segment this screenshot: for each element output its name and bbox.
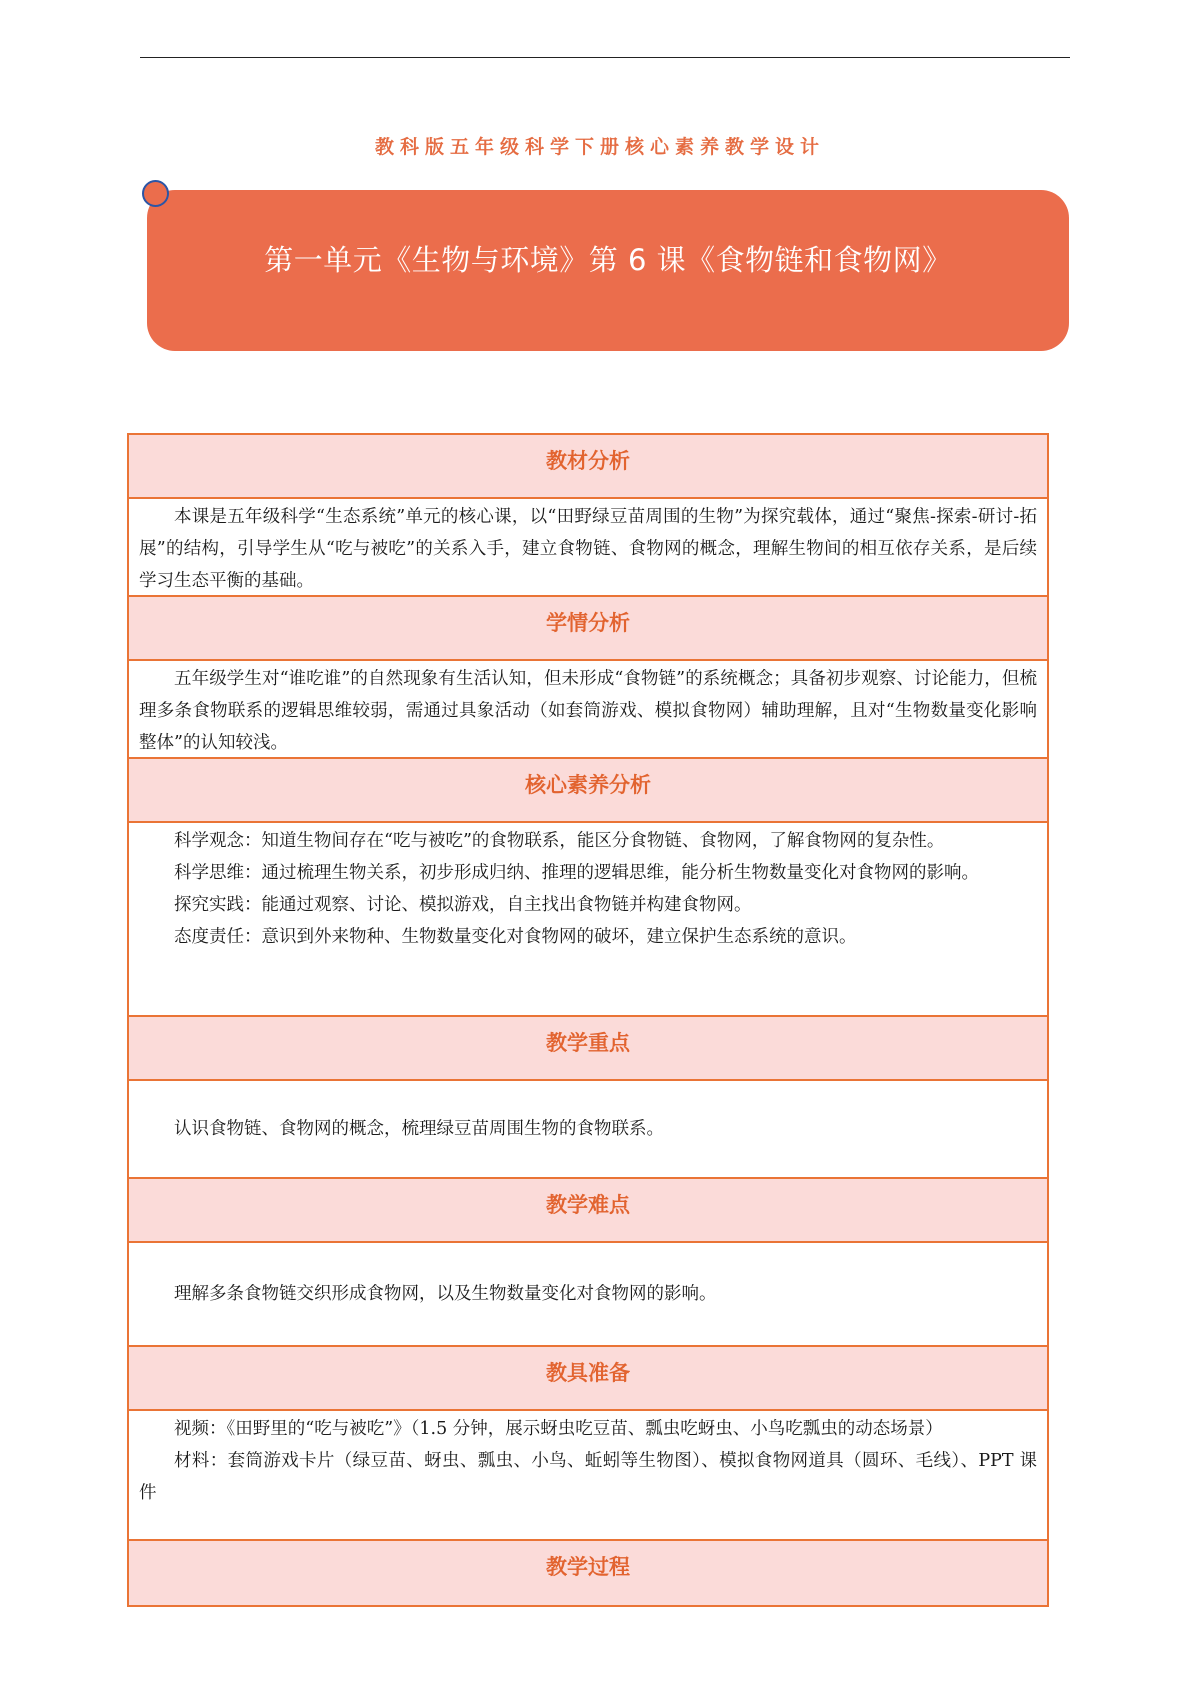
section-body-core-competency [129,823,1047,1017]
section-heading-core-competency: 核心素养分析 [129,759,1047,823]
paragraph: 认识食物链、食物网的概念，梳理绿豆苗周围生物的食物联系。 [174,1119,664,1139]
paragraph-science-concept: 科学观念：知道生物间存在“吃与被吃”的食物联系，能区分食物链、食物网，了解食物网的复杂性。 [174,831,945,851]
lesson-title: 第一单元《生物与环境》第 6 课《食物链和食物网》 [264,243,952,277]
section-heading-student-analysis: 学情分析 [129,597,1047,661]
section-body-difficulties [129,1243,1047,1347]
document-header: 教科版五年级科学下册核心素养教学设计 [374,136,825,158]
paragraph-video: 视频：《田野里的“吃与被吃”》（1.5 分钟，展示蚜虫吃豆苗、瓢虫吃蚜虫、小鸟吃瓢虫的动态场景） [174,1419,943,1439]
paragraph-science-thinking: 科学思维：通过梳理生物关系，初步形成归纳、推理的逻辑思维，能分析生物数量变化对食物网的影响。 [174,863,979,883]
header-rule [140,57,1070,58]
section-heading-teaching-process: 教学过程 [129,1541,1047,1605]
banner-dot-icon [142,180,169,207]
section-heading-teaching-aids: 教具准备 [129,1347,1047,1411]
section-body-teaching-aids [129,1411,1047,1541]
paragraph: 理解多条食物链交织形成食物网，以及生物数量变化对食物网的影响。 [174,1284,717,1304]
paragraph-inquiry-practice: 探究实践：能通过观察、讨论、模拟游戏，自主找出食物链并构建食物网。 [174,895,752,915]
section-heading-textbook-analysis: 教材分析 [129,435,1047,499]
section-heading-key-points: 教学重点 [129,1017,1047,1081]
paragraph-attitude-responsibility: 态度责任：意识到外来物种、生物数量变化对食物网的破坏，建立保护生态系统的意识。 [174,927,857,947]
section-body-key-points [129,1081,1047,1179]
paragraph-materials: 材料：套筒游戏卡片（绿豆苗、蚜虫、瓢虫、小鸟、蚯蚓等生物图）、模拟食物网道具（圆环、毛线）、PPT 课件 [139,1451,1037,1503]
paragraph: 五年级学生对“谁吃谁”的自然现象有生活认知，但未形成“食物链”的系统概念；具备初步观察、讨论能力，但梳理多条食物联系的逻辑思维较弱，需通过具象活动（如套筒游戏、模拟食物网）辅助理解，且对“生物数量变化影响整体”的认知较浅。 [139,669,1037,753]
section-body-textbook-analysis [129,499,1047,597]
section-heading-difficulties: 教学难点 [129,1179,1047,1243]
lesson-title-banner [147,190,1069,351]
paragraph: 本课是五年级科学“生态系统”单元的核心课，以“田野绿豆苗周围的生物”为探究载体，通过“聚焦-探索-研讨-拓展”的结构，引导学生从“吃与被吃”的关系入手，建立食物链、食物网的概念，理解生物间的相互依存关系，是后续学习生态平衡的基础。 [139,507,1037,591]
section-body-student-analysis [129,661,1047,759]
lesson-plan-table [127,433,1049,1607]
